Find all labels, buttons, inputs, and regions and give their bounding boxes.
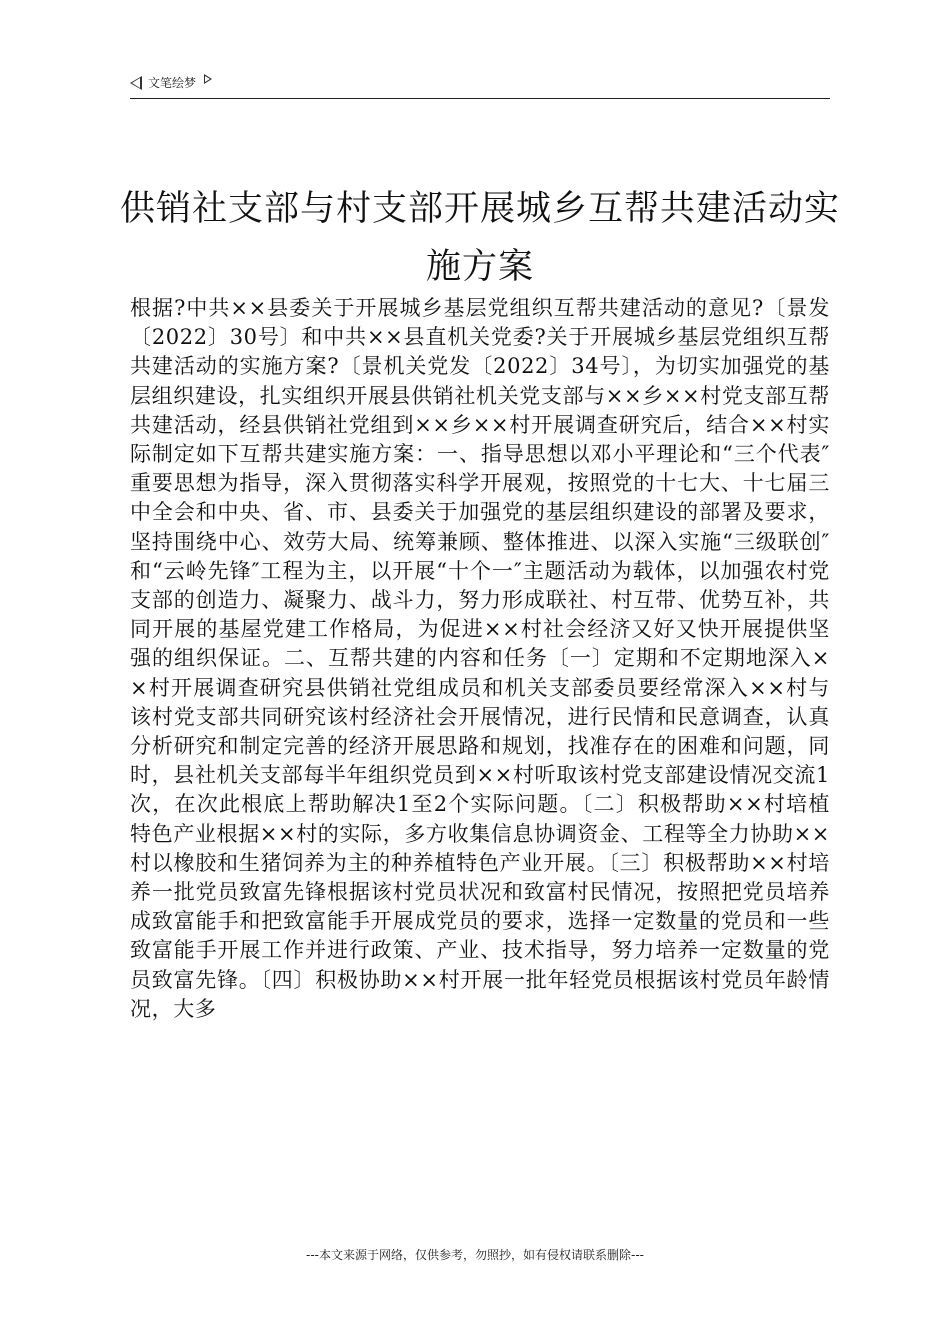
triangle-right-icon — [204, 74, 212, 84]
footer-disclaimer: ---本文来源于网络，仅供参考，勿照抄，如有侵权请联系删除--- — [306, 1248, 644, 1262]
header-brand — [130, 74, 212, 91]
triangle-left-icon — [130, 76, 142, 90]
document-body: 根据?中共××县委关于开展城乡基层党组织互帮共建活动的意见?〔景发〔2022〕30号〕和中共××县直机关党委?关于开展城乡基层党组织互帮共建活动的实施方案?〔景机关党发〔2022〕34号〕，为切实加强党的基层组织建设，扎实组织开展县供销社机关党支部与××乡××村党支部互帮共建活动，经县供销社党组到××乡××村开展调查研究后，结合××村实际制定如下互帮共建实施方案：一、指导思想以邓小平理论和“三个代表″重要思想为指导，深入贯彻落实科学开展观，按照党的十七大、十七届三中全会和中央、省、市、县委关于加强党的基层组织建设的部署及要求，坚持围绕中心、效劳大局、统筹兼顾、整体推进、以深入实施“三级联创″和“云岭先锋″工程为主，以开展“十个一″主题活动为载体，以加强农村党支部的创造力、凝聚力、战斗力，努力形成联社、村互带、优势互补，共同开展的基屋党建工作格局，为促进××村社会经济又好又快开展提供坚强的组织保证。二、互帮共建的内容和任务〔一〕定期和不定期地深入××村开展调查研究县供销社党组成员和机关支部委员要经常深入××村与该村党支部共同研究该村经济社会开展情况，进行民情和民意调查，认真分析研究和制定完善的经济开展思路和规划，找准存在的困难和问题，同时，县社机关支部每半年组织党员到××村听取该村党支部建设情况交流1次，在次此根底上帮助解决1至2个实际问题。〔二〕积极帮助××村培植特色产业根据××村的实际，多方收集信息协调资金、工程等全力协助××村以橡胶和生猪饲养为主的种养植特色产业开展。〔三〕积极帮助××村培养一批党员致富先锋根据该村党员状况和致富村民情况，按照把党员培养成致富能手和把致富能手开展成党员的要求，选择一定数量的党员和一些致富能手开展工作并进行政策、产业、技术指导，努力培养一定数量的党员致富先锋。〔四〕积极协助××村开展一批年轻党员根据该村党员年龄情况，大多 — [130, 296, 830, 1021]
page-header — [130, 72, 830, 99]
document-title: 供销社支部与村支部开展城乡互帮共建活动实施方案 — [120, 189, 841, 287]
brand-text: 文笔绘梦 — [148, 76, 197, 90]
